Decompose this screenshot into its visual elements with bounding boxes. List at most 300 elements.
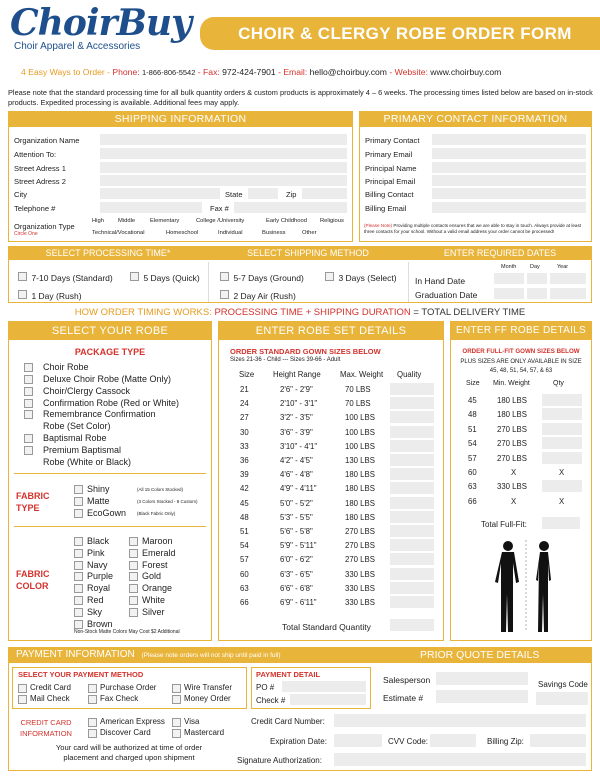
ship-rush-option[interactable] (220, 286, 296, 304)
fabric-color-label-line2: COLOR (16, 581, 49, 591)
set-sizes-note: Sizes 21-36 - Child --- Sizes 39-66 - Adult (230, 357, 341, 363)
color-option-label: Black (87, 536, 110, 546)
package-option-label: Baptismal Robe (43, 433, 107, 443)
phone-number[interactable]: 1-866-806-5542 (142, 68, 196, 77)
payment-method-checkbox[interactable] (18, 695, 27, 704)
option-label: 3 Days (Select) (338, 273, 397, 283)
estimate-field[interactable] (436, 690, 528, 703)
card-type-checkbox[interactable] (172, 718, 181, 727)
set-weight-cell: 270 LBS (345, 541, 375, 550)
fabric-option-label: Matte (87, 496, 110, 506)
color-checkbox[interactable] (74, 549, 83, 558)
po-field[interactable] (282, 681, 366, 692)
checkbox[interactable] (220, 290, 229, 299)
package-option-label: Remembrance Confirmation (43, 409, 156, 419)
in-hand-month[interactable] (494, 273, 524, 284)
billing-zip-label: Billing Zip: (487, 737, 524, 746)
fabric-option-note: (Black Fabric Only) (137, 511, 176, 516)
ff-col-size: Size (466, 380, 480, 387)
contact-note-prefix: (Please Note) (364, 223, 393, 228)
set-height-cell: 6'0" - 6'2" (280, 555, 313, 564)
ff-weight-cell: 270 LBS (497, 425, 527, 434)
org-type-option[interactable]: Other (302, 230, 317, 236)
set-quantity-field[interactable] (390, 411, 434, 423)
timing-lead: HOW ORDER TIMING WORKS: (74, 307, 212, 318)
package-checkbox[interactable] (24, 363, 33, 372)
ff-quantity-field[interactable] (542, 408, 582, 420)
savings-code-field[interactable] (536, 692, 588, 705)
ff-weight-cell: X (511, 468, 517, 477)
set-size-cell: 60 (240, 570, 249, 579)
timing-total: = TOTAL DELIVERY TIME (413, 307, 526, 318)
primary-contact-label: Principal Email (365, 177, 416, 186)
color-option-label: Maroon (142, 536, 173, 546)
set-weight-cell: 70 LBS (345, 399, 371, 408)
brand-tagline: Choir Apparel & Accessories (14, 41, 141, 52)
shipping-field[interactable] (100, 188, 220, 199)
option-label: 2 Day Air (Rush) (233, 291, 296, 301)
set-height-cell: 6'9" - 6'11" (280, 598, 317, 607)
shipping-label: City (14, 190, 28, 199)
color-checkbox[interactable] (74, 572, 83, 581)
payment-header-text: PAYMENT INFORMATION (16, 649, 135, 660)
payment-method-label: Fax Check (100, 694, 139, 703)
set-height-cell: 4'9" - 4'11" (280, 484, 317, 493)
org-type-option[interactable]: Business (262, 230, 286, 236)
color-option-label: Silver (142, 607, 165, 617)
date-col-month: Month (501, 264, 517, 270)
color-option-label: Navy (87, 560, 108, 570)
org-type-option[interactable]: Individual (218, 230, 243, 236)
set-quantity-field[interactable] (390, 511, 434, 523)
fabric-type-label-line2: TYPE (16, 503, 40, 513)
primary-contact-field[interactable] (432, 188, 586, 199)
ff-weight-cell: 270 LBS (497, 454, 527, 463)
ff-qty-cell: X (559, 468, 565, 477)
shipping-label: Telephone # (14, 204, 56, 213)
set-size-cell: 30 (240, 428, 249, 437)
graduation-year[interactable] (550, 288, 586, 299)
package-type-title: PACKAGE TYPE (74, 347, 146, 357)
set-weight-cell: 180 LBS (345, 470, 375, 479)
options-divider-1 (208, 262, 209, 302)
set-quantity-field[interactable] (390, 383, 434, 395)
expiration-label: Expiration Date: (270, 737, 327, 746)
shipping-label: Street Adress 1 (14, 164, 66, 173)
option-label: 5-7 Days (Ground) (233, 273, 304, 283)
card-type-checkbox[interactable] (172, 729, 181, 738)
option-label: 7-10 Days (Standard) (31, 273, 113, 283)
color-option-label: Purple (87, 571, 114, 581)
po-label: PO # (256, 683, 275, 692)
primary-contact-field[interactable] (432, 162, 586, 173)
color-option-label: Orange (142, 583, 173, 593)
color-checkbox[interactable] (74, 608, 83, 617)
ff-title: ORDER FULL-FIT GOWN SIZES BELOW (462, 348, 580, 355)
org-type-option[interactable]: College /University (196, 218, 245, 224)
checkbox[interactable] (18, 290, 27, 299)
org-type-option[interactable]: Middle (118, 218, 136, 224)
ff-quantity-field[interactable] (542, 452, 582, 464)
package-checkbox[interactable] (24, 375, 33, 384)
color-checkbox[interactable] (129, 537, 138, 546)
package-checkbox[interactable] (24, 387, 33, 396)
set-size-cell: 36 (240, 456, 249, 465)
signature-label: Signature Authorization: (237, 756, 322, 765)
ff-weight-cell: 270 LBS (497, 439, 527, 448)
set-weight-cell: 330 LBS (345, 584, 375, 593)
package-checkbox[interactable] (24, 410, 33, 419)
set-weight-cell: 180 LBS (345, 499, 375, 508)
set-weight-cell: 270 LBS (345, 555, 375, 564)
color-checkbox[interactable] (74, 620, 83, 629)
robe-divider-1 (14, 473, 206, 474)
set-height-cell: 5'3" - 5'5" (280, 513, 313, 522)
payment-header-note: (Please note orders will not ship until paid in full) (141, 652, 281, 659)
fabric-option-note: (All 15 Colors Stocked) (137, 487, 184, 492)
set-height-cell: 4'6" - 4'8" (280, 470, 313, 479)
fabric-checkbox[interactable] (74, 497, 83, 506)
set-height-cell: 5'6" - 5'8" (280, 527, 313, 536)
set-header: ENTER ROBE SET DETAILS (219, 322, 443, 340)
state-field[interactable] (248, 188, 278, 199)
primary-contact-label: Principal Name (365, 164, 417, 173)
website-label: - Website: (389, 67, 428, 77)
fabric-option-label: EcoGown (87, 508, 127, 518)
shipping-label: Street Adress 2 (14, 177, 66, 186)
zip-field[interactable] (302, 188, 347, 199)
set-weight-cell: 180 LBS (345, 484, 375, 493)
fabric-color-label (16, 568, 50, 592)
fabric-option-note: (3 Colors Stocked - 8 Custom) (137, 499, 198, 504)
set-height-cell: 3'6" - 3'9" (280, 428, 313, 437)
set-size-cell: 27 (240, 413, 249, 422)
package-option-label: Robe (White or Black) (43, 457, 132, 467)
in-hand-date-label: In Hand Date (415, 276, 466, 286)
color-option-label: Brown (87, 619, 113, 629)
processing-notice: Please note that the standard processing time for all bulk quantity orders & custom products is approximately 4 – 6 weeks. The processing times listed below are based on in-stock products. Expedited processing is available. Additional fees may apply. (8, 88, 593, 107)
color-option-label: Gold (142, 571, 162, 581)
package-option-label: Premium Baptismal (43, 445, 122, 455)
signature-field[interactable] (334, 753, 586, 766)
package-option-label: Choir/Clergy Cassock (43, 386, 131, 396)
shipping-field[interactable] (100, 134, 347, 145)
option-label: 1 Day (Rush) (31, 291, 82, 301)
expiration-field[interactable] (334, 734, 382, 747)
payment-method-label: Money Order (184, 694, 231, 703)
set-title: ORDER STANDARD GOWN SIZES BELOW (230, 347, 381, 356)
package-option-label: Deluxe Choir Robe (Matte Only) (43, 374, 172, 384)
set-quantity-field[interactable] (390, 582, 434, 594)
shipping-label: Organization Name (14, 136, 80, 145)
ff-weight-cell: 180 LBS (497, 410, 527, 419)
color-checkbox[interactable] (74, 537, 83, 546)
primary-contact-field[interactable] (432, 134, 586, 145)
set-weight-cell: 130 LBS (345, 456, 375, 465)
cc-info-label-line2: INFORMATION (20, 729, 72, 738)
graduation-month[interactable] (494, 288, 524, 299)
package-option-label: Robe (Set Color) (43, 421, 111, 431)
color-option-label: Sky (87, 607, 103, 617)
set-quantity-field[interactable] (390, 454, 434, 466)
option-label: 5 Days (Quick) (143, 273, 200, 283)
payment-method-checkbox[interactable] (172, 695, 181, 704)
fabric-type-label-line1: FABRIC (16, 491, 50, 501)
set-col-size: Size (239, 370, 255, 379)
ff-weight-cell: 180 LBS (497, 396, 527, 405)
in-hand-day[interactable] (527, 273, 547, 284)
payment-method-checkbox[interactable] (88, 695, 97, 704)
ff-size-cell: 54 (468, 439, 477, 448)
graduation-date-label: Graduation Date (415, 290, 478, 300)
cc-number-field[interactable] (334, 714, 586, 727)
processing-header: SELECT PROCESSING TIME* (45, 248, 171, 258)
shipping-method-header: SELECT SHIPPING METHOD (247, 248, 369, 258)
set-col-height: Height Range (273, 370, 321, 379)
set-total-label: Total Standard Quantity (282, 622, 371, 632)
auth-note-line2: placement and charged upon shipment (63, 753, 195, 762)
color-option-label: Royal (87, 583, 111, 593)
brand-logo (10, 2, 190, 60)
ff-size-cell: 51 (468, 425, 477, 434)
set-quantity-field[interactable] (390, 482, 434, 494)
set-weight-cell: 180 LBS (345, 513, 375, 522)
ff-total-field[interactable] (542, 517, 580, 529)
ff-qty-cell: X (559, 497, 565, 506)
set-weight-cell: 330 LBS (345, 570, 375, 579)
contact-note-text: Providing multiple contacts ensures that we are able to stay in touch. Always provide at least three contacts for your school. Without a valid email address your order cannot be processed! (364, 223, 582, 234)
ship-ground-option[interactable] (220, 268, 304, 286)
checkbox[interactable] (18, 272, 27, 281)
color-checkbox[interactable] (129, 596, 138, 605)
set-weight-cell: 330 LBS (345, 598, 375, 607)
shipping-header: SHIPPING INFORMATION (9, 112, 352, 127)
ff-header: ENTER FF ROBE DETAILS (451, 322, 591, 340)
ship-select-option[interactable] (325, 268, 397, 286)
set-quantity-field[interactable] (390, 426, 434, 438)
set-size-cell: 45 (240, 499, 249, 508)
set-size-cell: 33 (240, 442, 249, 451)
set-size-cell: 48 (240, 513, 249, 522)
billing-zip-field[interactable] (530, 734, 586, 747)
shipping-field[interactable] (100, 162, 347, 173)
checkbox[interactable] (325, 272, 334, 281)
primary-contact-label: Billing Email (365, 204, 407, 213)
ff-weight-cell: X (511, 497, 517, 506)
org-type-option[interactable]: Homeschool (166, 230, 199, 236)
fabric-color-label-line1: FABRIC (16, 569, 50, 579)
color-checkbox[interactable] (129, 561, 138, 570)
primary-contact-field[interactable] (432, 148, 586, 159)
package-checkbox[interactable] (24, 399, 33, 408)
primary-contact-header: PRIMARY CONTACT INFORMATION (360, 112, 591, 127)
set-quantity-field[interactable] (390, 497, 434, 509)
ff-total-label: Total Full-Fit: (481, 520, 527, 529)
ff-quantity-field[interactable] (542, 437, 582, 449)
cvv-field[interactable] (430, 734, 476, 747)
ff-size-cell: 45 (468, 396, 477, 405)
brand-name: ChoirBuy (10, 2, 191, 44)
body-silhouette-icon (486, 538, 566, 634)
set-quantity-field[interactable] (390, 397, 434, 409)
website-link[interactable]: www.choirbuy.com (430, 67, 502, 77)
package-option-label: Choir Robe (43, 362, 89, 372)
payment-method-label: Purchase Order (100, 683, 157, 692)
set-quantity-field[interactable] (390, 440, 434, 452)
timing-shipping: SHIPPING DURATION (313, 307, 411, 318)
color-checkbox[interactable] (129, 608, 138, 617)
payment-method-label: Credit Card (30, 683, 71, 692)
color-checkbox[interactable] (74, 596, 83, 605)
primary-contact-field[interactable] (432, 175, 586, 186)
set-weight-cell: 100 LBS (345, 442, 375, 451)
set-weight-cell: 270 LBS (345, 527, 375, 536)
color-checkbox[interactable] (129, 572, 138, 581)
checkbox[interactable] (130, 272, 139, 281)
package-option-label: Confirmation Robe (Red or White) (43, 398, 180, 408)
zip-label: Zip (286, 190, 297, 199)
ff-size-cell: 66 (468, 497, 477, 506)
ff-note-1: PLUS SIZES ARE ONLY AVAILABLE IN SIZE (460, 359, 582, 365)
processing-standard-option[interactable] (18, 268, 113, 286)
cc-info-label-line1: CREDIT CARD (20, 718, 72, 727)
set-height-cell: 6'6" - 6'8" (280, 584, 313, 593)
set-height-cell: 4'2" - 4'5" (280, 456, 313, 465)
set-size-cell: 57 (240, 555, 249, 564)
set-height-cell: 6'3" - 6'5" (280, 570, 313, 579)
set-quantity-field[interactable] (390, 596, 434, 608)
fax-label-ship: Fax # (210, 204, 229, 213)
fabric-type-label (16, 490, 50, 514)
phone-label: Phone: (112, 67, 140, 77)
contact-note (364, 223, 588, 235)
card-type-label: Mastercard (184, 728, 225, 737)
set-quantity-field[interactable] (390, 553, 434, 565)
payment-detail-title: PAYMENT DETAIL (256, 670, 321, 679)
card-type-checkbox[interactable] (88, 718, 97, 727)
email-link[interactable]: hello@choirbuy.com (309, 67, 387, 77)
org-type-option[interactable]: Technical/Vocational (92, 230, 145, 236)
ff-quantity-field[interactable] (542, 480, 582, 492)
ff-quantity-field[interactable] (542, 394, 582, 406)
page-title: CHOIR & CLERGY ROBE ORDER FORM (238, 24, 572, 43)
set-height-cell: 2'6" - 2'9" (280, 385, 313, 394)
fax-label: - Fax: (197, 67, 220, 77)
fax-number[interactable]: 972-424-7901 (222, 67, 276, 77)
fabric-checkbox[interactable] (74, 509, 83, 518)
card-type-label: Discover Card (100, 728, 151, 737)
processing-quick-option[interactable] (130, 268, 200, 286)
org-type-option[interactable]: Early Childhood (266, 218, 307, 224)
date-col-year: Year (557, 264, 569, 270)
set-total-field[interactable] (390, 619, 434, 631)
org-type-option[interactable]: High (92, 218, 104, 224)
card-type-label: Visa (184, 717, 200, 726)
set-weight-cell: 70 LBS (345, 385, 371, 394)
options-divider-2 (408, 262, 409, 302)
check-field[interactable] (290, 694, 366, 705)
payment-header (16, 649, 281, 660)
cc-info-label (16, 717, 76, 739)
salesperson-label: Salesperson (383, 675, 431, 685)
color-checkbox[interactable] (129, 549, 138, 558)
org-type-option[interactable]: Religious (320, 218, 344, 224)
shipping-field[interactable] (100, 175, 347, 186)
package-checkbox[interactable] (24, 446, 33, 455)
color-checkbox[interactable] (74, 561, 83, 570)
org-type-label: Organization Type (14, 222, 75, 231)
payment-method-title: SELECT YOUR PAYMENT METHOD (18, 670, 144, 679)
card-type-label: American Express (100, 717, 165, 726)
set-height-cell: 2'10" - 3'1" (280, 399, 318, 408)
set-size-cell: 51 (240, 527, 249, 536)
set-quantity-field[interactable] (390, 468, 434, 480)
set-quantity-field[interactable] (390, 525, 434, 537)
color-option-label: Red (87, 595, 104, 605)
date-col-day: Day (530, 264, 540, 270)
salesperson-field[interactable] (436, 672, 528, 685)
set-size-cell: 42 (240, 484, 249, 493)
ff-size-cell: 63 (468, 482, 477, 491)
in-hand-year[interactable] (550, 273, 586, 284)
color-checkbox[interactable] (74, 584, 83, 593)
package-checkbox[interactable] (24, 434, 33, 443)
ff-note-2: 45, 48, 51, 54, 57, & 63 (489, 368, 553, 374)
set-size-cell: 66 (240, 598, 249, 607)
set-height-cell: 3'10" - 4'1" (280, 442, 318, 451)
color-option-label: Emerald (142, 548, 176, 558)
timing-line (0, 307, 600, 318)
check-label: Check # (256, 696, 286, 705)
ff-col-qty: Qty (553, 380, 564, 387)
processing-rush-option[interactable] (18, 286, 82, 304)
set-height-cell: 3'2" - 3'5" (280, 413, 313, 422)
contact-line (21, 67, 501, 77)
ff-quantity-field[interactable] (542, 423, 582, 435)
set-weight-cell: 100 LBS (345, 428, 375, 437)
primary-contact-field[interactable] (432, 202, 586, 213)
color-option-label: Pink (87, 548, 105, 558)
color-checkbox[interactable] (129, 584, 138, 593)
payment-method-checkbox[interactable] (18, 684, 27, 693)
fax-field[interactable] (234, 202, 347, 213)
state-label: State (225, 190, 243, 199)
set-quantity-field[interactable] (390, 539, 434, 551)
ff-col-weight: Min. Weight (493, 380, 530, 387)
auth-note-line1: Your card will be authorized at time of order (55, 743, 203, 752)
color-option-label: White (142, 595, 166, 605)
card-type-checkbox[interactable] (88, 729, 97, 738)
cc-number-label: Credit Card Number: (251, 717, 325, 726)
set-size-cell: 24 (240, 399, 249, 408)
set-quantity-field[interactable] (390, 568, 434, 580)
graduation-day[interactable] (527, 288, 547, 299)
set-col-weight: Max. Weight (340, 370, 384, 379)
shipping-field[interactable] (100, 148, 347, 159)
shipping-field[interactable] (100, 202, 202, 213)
shipping-label: Attention To: (14, 150, 57, 159)
checkbox[interactable] (220, 272, 229, 281)
set-size-cell: 54 (240, 541, 249, 550)
org-type-option[interactable]: Elementary (150, 218, 180, 224)
fabric-checkbox[interactable] (74, 485, 83, 494)
set-height-cell: 5'9" - 5'11" (280, 541, 317, 550)
set-col-quality: Quality (397, 370, 422, 379)
payment-method-checkbox[interactable] (172, 684, 181, 693)
set-size-cell: 63 (240, 584, 249, 593)
set-size-cell: 21 (240, 385, 249, 394)
payment-method-checkbox[interactable] (88, 684, 97, 693)
